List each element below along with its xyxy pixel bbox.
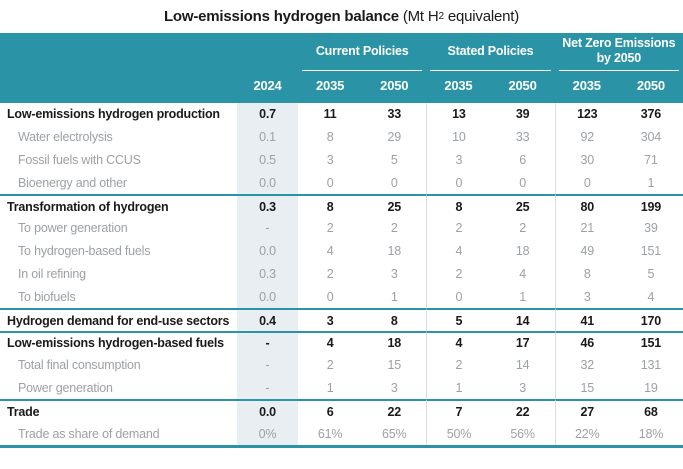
title-unit-prefix: (Mt H (398, 8, 439, 25)
base-year-cell: 0.0 (237, 171, 298, 194)
value-cell: 151 (619, 331, 683, 354)
value-cell: 30 (555, 149, 619, 172)
value-cell: 92 (555, 126, 619, 149)
row-label: Hydrogen demand for end-use sectors (0, 308, 237, 331)
value-cell: 80 (555, 194, 619, 217)
year-header-cp-2035: 2035 (316, 77, 345, 93)
base-year-cell: 0.0 (237, 240, 298, 263)
value-cell: 29 (387, 130, 401, 145)
value-cell: 376 (640, 107, 662, 122)
value-cell: 56% (510, 426, 535, 441)
year-header-2024: 2024 (253, 77, 282, 93)
value-cell: 39 (644, 221, 658, 236)
value-cell: 2 (426, 263, 490, 286)
value-cell: 4 (647, 289, 655, 304)
page-title (0, 0, 683, 33)
year-header-nze-2050: 2050 (636, 77, 665, 93)
row-label: Low-emissions hydrogen-based fuels (0, 331, 237, 354)
value-cell: 39 (515, 107, 530, 122)
base-year-cell: - (237, 331, 298, 354)
value-cell: 3 (390, 380, 398, 395)
value-cell: 15 (387, 358, 401, 373)
row-label: Low-emissions hydrogen production (7, 107, 220, 122)
title-unit-subscript: 2 (438, 11, 444, 22)
value-cell: 4 (519, 266, 526, 281)
year-header-cp-2050: 2050 (380, 77, 409, 93)
value-cell: 33 (515, 130, 530, 145)
value-cell: 2 (326, 266, 334, 281)
value-cell: 3 (555, 285, 619, 308)
value-cell: 21 (555, 217, 619, 240)
value-cell: 0 (390, 175, 398, 190)
base-year-cell: 0.5 (237, 149, 298, 172)
value-cell: 1 (426, 377, 490, 400)
row-label: Power generation (18, 380, 113, 395)
value-cell: 2 (390, 221, 398, 236)
table-bottom-rule (0, 445, 683, 448)
base-year-cell: 0.3 (237, 194, 298, 217)
base-year-cell: 0.1 (237, 126, 298, 149)
value-cell: 1 (519, 289, 526, 304)
group-header-current-policies: Current Policies (298, 33, 426, 71)
title-unit-suffix: equivalent) (443, 8, 520, 25)
value-cell: 33 (387, 107, 401, 122)
value-cell: 22 (362, 399, 426, 422)
value-cell: 49 (555, 240, 619, 263)
group-header-stated-policies: Stated Policies (426, 33, 554, 71)
year-header-sp-2035: 2035 (444, 77, 473, 93)
value-cell: 6 (519, 152, 526, 167)
row-label: To power generation (18, 221, 128, 236)
value-cell: 18 (362, 331, 426, 354)
value-cell: 18 (515, 244, 530, 259)
value-cell: 14 (515, 358, 530, 373)
value-cell: 2 (326, 221, 334, 236)
row-label: Water electrolysis (18, 130, 113, 145)
value-cell: 22 (490, 399, 554, 422)
table-body (0, 103, 683, 445)
value-cell: 65% (382, 426, 407, 441)
year-header-blank (0, 71, 237, 103)
value-cell: 8 (326, 130, 334, 145)
value-cell: 6 (298, 399, 362, 422)
value-cell: 8 (298, 194, 362, 217)
value-cell: 2 (426, 354, 490, 377)
value-cell: 0 (519, 175, 526, 190)
value-cell: 2 (326, 358, 334, 373)
value-cell: 25 (490, 194, 554, 217)
value-cell: 5 (426, 308, 490, 331)
value-cell: 1 (647, 175, 655, 190)
row-label: In oil refining (18, 266, 86, 281)
value-cell: 32 (555, 354, 619, 377)
value-cell: 17 (490, 331, 554, 354)
group-header-net-zero: Net Zero Emissions by 2050 (555, 33, 683, 71)
value-cell: 19 (644, 380, 658, 395)
value-cell: 18 (387, 244, 401, 259)
base-year-cell: - (237, 354, 298, 377)
value-cell: 1 (326, 380, 334, 395)
value-cell: 4 (426, 331, 490, 354)
base-year-cell: - (237, 377, 298, 400)
value-cell: 2 (426, 217, 490, 240)
row-label: To biofuels (18, 289, 76, 304)
value-cell: 123 (555, 103, 619, 126)
value-cell: 68 (619, 399, 683, 422)
year-header-nze-2035: 2035 (572, 77, 601, 93)
title-main: Low-emissions hydrogen balance (163, 8, 399, 25)
value-cell: 4 (326, 244, 334, 259)
value-cell: 0 (555, 171, 619, 194)
value-cell: 11 (323, 107, 337, 122)
value-cell: 8 (426, 194, 490, 217)
year-header-sp-2050: 2050 (508, 77, 537, 93)
value-cell: 41 (555, 308, 619, 331)
value-cell: 0 (426, 285, 490, 308)
value-cell: 27 (555, 399, 619, 422)
row-label: Total final consumption (18, 358, 141, 373)
value-cell: 18% (638, 426, 664, 441)
value-cell: 7 (426, 399, 490, 422)
base-year-cell: 0.0 (237, 285, 298, 308)
row-label: Fossil fuels with CCUS (18, 152, 141, 167)
value-cell: 61% (317, 426, 343, 441)
base-year-cell: 0.0 (237, 399, 298, 422)
value-cell: 4 (426, 240, 490, 263)
value-cell: 14 (490, 308, 554, 331)
value-cell: 0 (426, 171, 490, 194)
base-year-cell: 0.3 (237, 263, 298, 286)
value-cell: 50% (426, 422, 490, 445)
value-cell: 3 (426, 149, 490, 172)
row-label: Trade (0, 399, 237, 422)
value-cell: 8 (555, 263, 619, 286)
value-cell: 5 (647, 266, 655, 281)
table-header (0, 33, 683, 103)
value-cell: 0 (326, 175, 334, 190)
base-year-cell: 0.4 (237, 308, 298, 331)
value-cell: 3 (390, 266, 398, 281)
value-cell: 2 (519, 221, 526, 236)
value-cell: 5 (390, 152, 398, 167)
row-label: Bioenergy and other (18, 175, 127, 190)
value-cell: 15 (555, 377, 619, 400)
value-cell: 8 (362, 308, 426, 331)
value-cell: 304 (640, 130, 662, 145)
row-label: Trade as share of demand (18, 426, 160, 441)
value-cell: 10 (426, 126, 490, 149)
value-cell: 13 (426, 103, 490, 126)
value-cell: 22% (555, 422, 619, 445)
value-cell: 151 (640, 244, 662, 259)
value-cell: 131 (640, 358, 662, 373)
base-year-cell: 0.7 (237, 103, 298, 126)
value-cell: 71 (644, 152, 658, 167)
group-header-blank (0, 33, 298, 71)
value-cell: 3 (326, 152, 334, 167)
row-label: To hydrogen-based fuels (18, 244, 151, 259)
value-cell: 0 (326, 289, 334, 304)
value-cell: 199 (619, 194, 683, 217)
value-cell: 3 (298, 308, 362, 331)
value-cell: 1 (390, 289, 398, 304)
base-year-cell: 0% (237, 422, 298, 445)
value-cell: 4 (298, 331, 362, 354)
value-cell: 46 (555, 331, 619, 354)
row-label: Transformation of hydrogen (0, 194, 237, 217)
value-cell: 25 (362, 194, 426, 217)
base-year-cell: - (237, 217, 298, 240)
value-cell: 170 (619, 308, 683, 331)
value-cell: 3 (519, 380, 526, 395)
